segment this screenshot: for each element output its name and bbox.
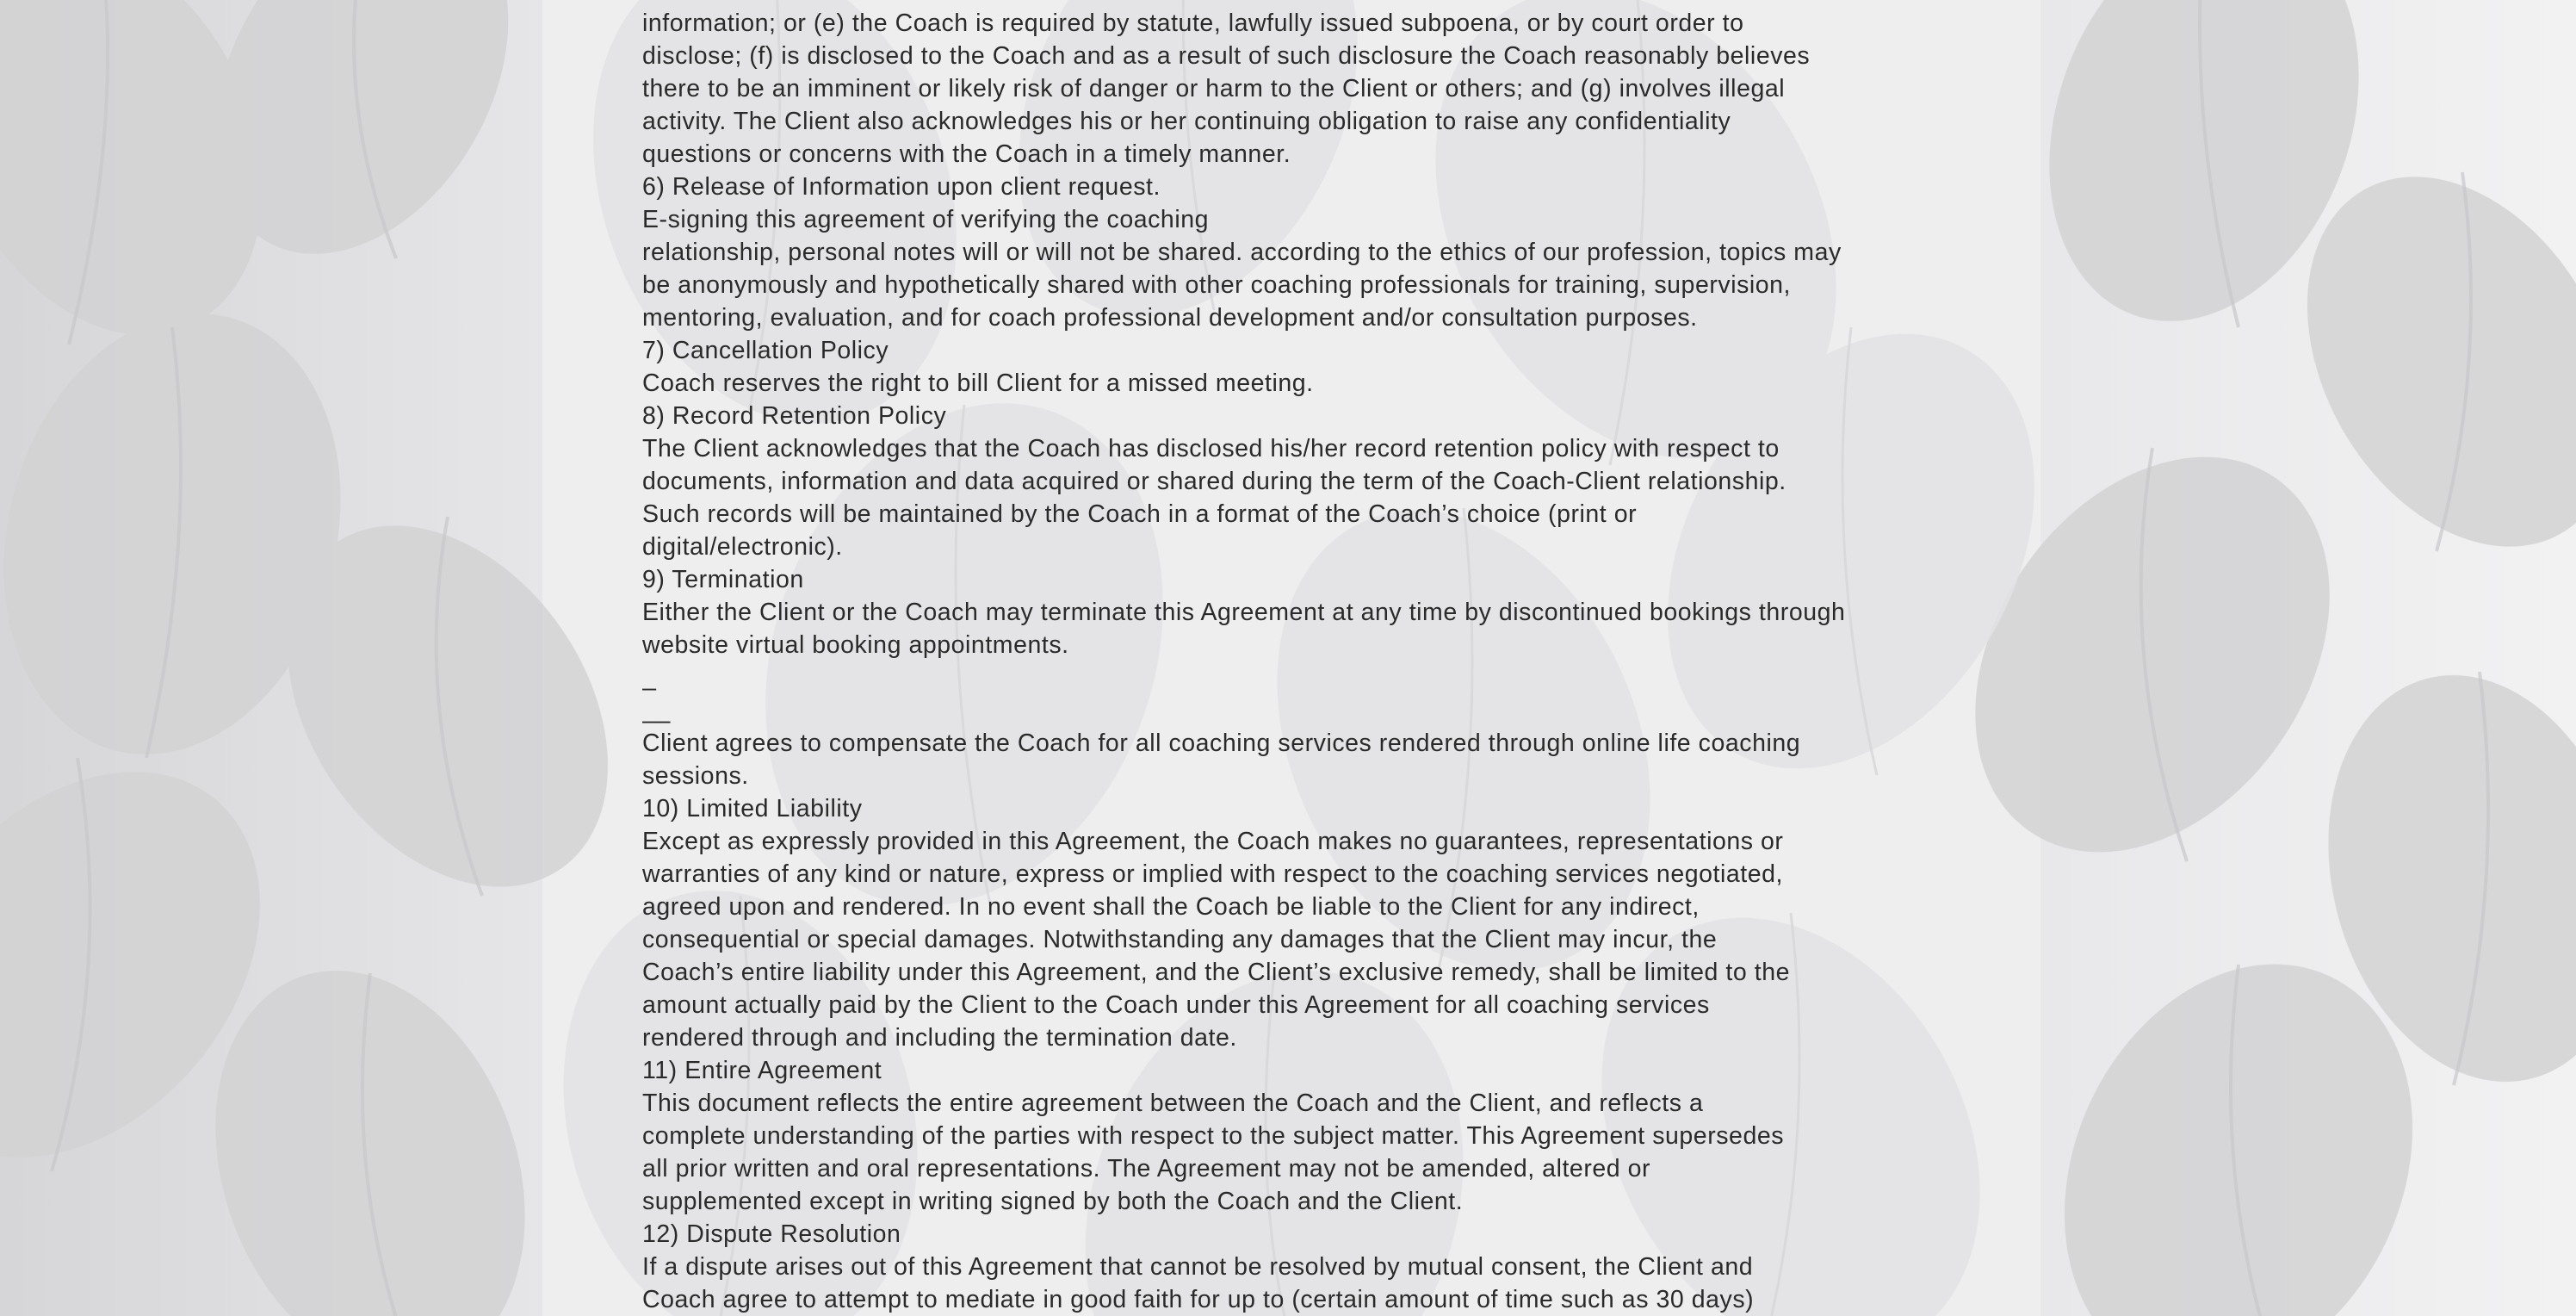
agreement-line: rendered through and including the termination date. xyxy=(642,1024,1237,1052)
agreement-line: Coach’s entire liability under this Agreement, and the Client’s exclusive remedy, shall be limited to the xyxy=(642,959,1790,986)
section-heading: 11) Entire Agreement xyxy=(642,1057,882,1084)
separator-mark: __ xyxy=(642,697,671,724)
agreement-line: This document reflects the entire agreement between the Coach and the Client, and reflects a xyxy=(642,1089,1704,1117)
agreement-line: Coach agree to attempt to mediate in good faith for up to (certain amount of time such as 30 days) xyxy=(642,1286,1755,1313)
agreement-line: Client agrees to compensate the Coach for all coaching services rendered through online life coaching xyxy=(642,729,1801,757)
agreement-line: questions or concerns with the Coach in a timely manner. xyxy=(642,140,1291,168)
agreement-line: mentoring, evaluation, and for coach professional development and/or consultation purposes. xyxy=(642,304,1698,332)
section-heading: 7) Cancellation Policy xyxy=(642,337,889,364)
agreement-line: be anonymously and hypothetically shared with other coaching professionals for training, supervision, xyxy=(642,271,1792,299)
agreement-line: activity. The Client also acknowledges his or her continuing obligation to raise any confidentiality xyxy=(642,108,1731,135)
section-heading: 6) Release of Information upon client request. xyxy=(642,173,1161,201)
agreement-line: Such records will be maintained by the Coach in a format of the Coach’s choice (print or xyxy=(642,500,1638,528)
agreement-text-column xyxy=(642,0,1899,1316)
agreement-line: Except as expressly provided in this Agreement, the Coach makes no guarantees, representations or xyxy=(642,828,1784,855)
agreement-line: disclose; (f) is disclosed to the Coach and as a result of such disclosure the Coach reasonably believes xyxy=(642,42,1811,70)
section-heading: 12) Dispute Resolution xyxy=(642,1220,901,1248)
section-heading: 9) Termination xyxy=(642,566,804,593)
agreement-line: digital/electronic). xyxy=(642,533,843,561)
agreement-line: If a dispute arises out of this Agreement that cannot be resolved by mutual consent, the Client and xyxy=(642,1253,1754,1281)
agreement-line: Either the Client or the Coach may terminate this Agreement at any time by discontinued bookings through xyxy=(642,599,1846,626)
agreement-line: all prior written and oral representations. The Agreement may not be amended, altered or xyxy=(642,1155,1651,1183)
agreement-line: complete understanding of the parties with respect to the subject matter. This Agreement supersedes xyxy=(642,1122,1785,1150)
agreement-line: consequential or special damages. Notwithstanding any damages that the Client may incur, the xyxy=(642,926,1718,953)
agreement-line: Coach reserves the right to bill Client for a missed meeting. xyxy=(642,369,1314,397)
agreement-line: there to be an imminent or likely risk of danger or harm to the Client or others; and (g) involves illegal xyxy=(642,75,1786,102)
agreement-line: documents, information and data acquired or shared during the term of the Coach-Client relationship. xyxy=(642,468,1786,495)
section-heading: 8) Record Retention Policy xyxy=(642,402,947,430)
agreement-line: website virtual booking appointments. xyxy=(642,631,1069,659)
agreement-line: relationship, personal notes will or will not be shared. according to the ethics of our profession, topics may xyxy=(642,239,1842,266)
agreement-line: E-signing this agreement of verifying the coaching xyxy=(642,206,1210,233)
agreement-line: agreed upon and rendered. In no event shall the Coach be liable to the Client for any indirect, xyxy=(642,893,1700,921)
agreement-line: information; or (e) the Coach is required by statute, lawfully issued subpoena, or by court order to xyxy=(642,9,1744,37)
agreement-line: The Client acknowledges that the Coach has disclosed his/her record retention policy with respect to xyxy=(642,435,1780,462)
section-heading: 10) Limited Liability xyxy=(642,795,863,822)
agreement-line: supplemented except in writing signed by both the Coach and the Client. xyxy=(642,1188,1464,1215)
agreement-line: sessions. xyxy=(642,762,749,790)
separator-mark: _ xyxy=(642,664,657,692)
agreement-line: warranties of any kind or nature, express or implied with respect to the coaching services negotiated, xyxy=(642,860,1784,888)
agreement-line: amount actually paid by the Client to the Coach under this Agreement for all coaching services xyxy=(642,991,1710,1019)
